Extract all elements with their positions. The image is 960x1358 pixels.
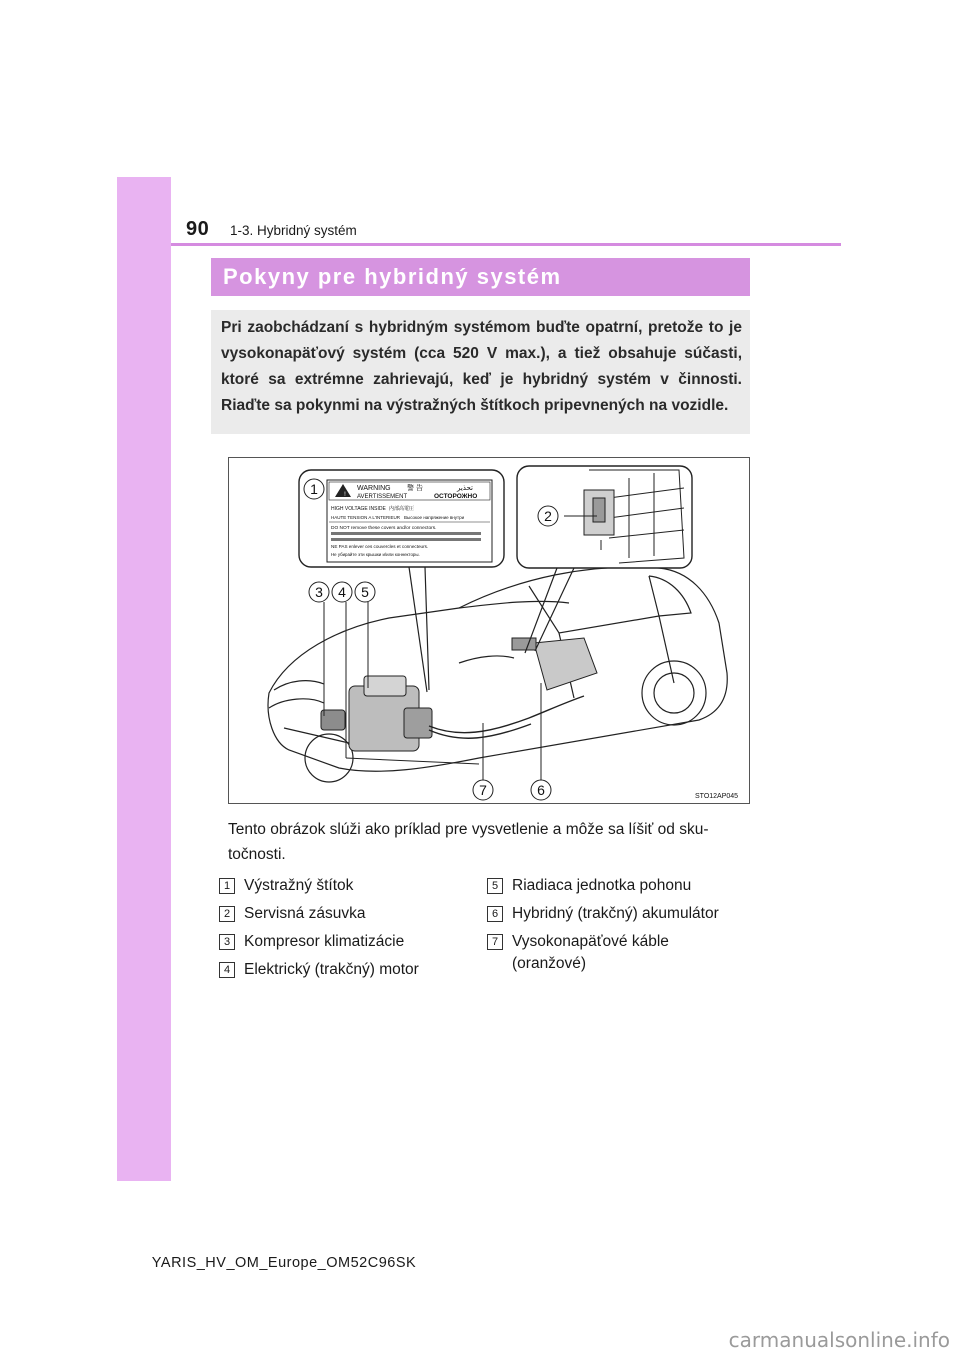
label-ne-ubirayte: Не убирайте эти крышки и/или коннекторы. (331, 552, 420, 557)
label-ostorozhno: ОСТОРОЖНО (434, 493, 478, 500)
legend-item-5 (487, 875, 691, 897)
legend-number: 6 (487, 906, 503, 922)
legend-item-7 (487, 931, 717, 975)
legend-number: 1 (219, 878, 235, 894)
legend-item-1 (219, 875, 353, 897)
figure-code: STO12AP045 (695, 793, 739, 800)
legend-text: Riadiaca jednotka pohonu (512, 877, 692, 894)
legend-number: 2 (219, 906, 235, 922)
label-kanji: 警 告 (407, 485, 423, 492)
intro-text: Pri zaobchádzaní s hybridným systémom buďte opatrní, pretože to je vysokonapäťový systém (cca 520 V max.), a tiež obsahuje súčasti, ktoré sa extrémne zahrievajú, keď je hybridný systém v činnosti. Riaďte sa pokynmi na výstražných štítkoch pripevnených na vozidle. (221, 319, 742, 414)
chapter-side-tab (117, 177, 171, 1181)
page-title-bar (211, 258, 750, 296)
label-hv-french: HAUTE TENSION A L'INTERIEUR (331, 515, 401, 520)
legend-text: Vysokonapäťové káble (oranžové) (512, 933, 669, 972)
footer-code: YARIS_HV_OM_Europe_OM52C96SK (151, 1255, 417, 1271)
vehicle-illustration (229, 458, 749, 803)
svg-text:!: ! (344, 492, 346, 498)
legend-number: 5 (487, 878, 503, 894)
legend-text: Elektrický (trakčný) motor (244, 961, 419, 978)
watermark: carmanualsonline.info (728, 1328, 950, 1352)
legend-text: Servisná zásuvka (244, 905, 366, 922)
legend-item-2 (219, 903, 365, 925)
callout-1: 1 (310, 481, 318, 497)
figure-caption: Tento obrázok slúži ako príklad pre vysvetlenie a môže sa líšiť od skutočnosti. (228, 821, 709, 863)
page-number: 90 (186, 218, 210, 240)
legend-text: Hybridný (trakčný) akumulátor (512, 905, 719, 922)
section-title: 1-3. Hybridný systém (230, 223, 357, 238)
legend-item-3 (219, 931, 404, 953)
callout-4: 4 (338, 584, 346, 600)
label-do-not: DO NOT remove these covers and/or connectors. (331, 526, 437, 531)
header-rule (171, 243, 841, 246)
callout-5: 5 (361, 584, 369, 600)
page-title: Pokyny pre hybridný systém (223, 264, 562, 289)
legend-item-6 (487, 903, 719, 925)
label-avertissement: AVERTISSEMENT (357, 494, 408, 500)
callout-7: 7 (479, 782, 487, 798)
footer (0, 1255, 960, 1271)
legend-number: 3 (219, 934, 235, 950)
label-ne-pas: NE PAS enlever ces couvercles et connecteurs. (331, 544, 429, 549)
legend-item-4 (219, 959, 419, 981)
intro-box (211, 310, 750, 434)
label-warning: WARNING (357, 485, 391, 492)
label-arabic: تحذير (457, 485, 473, 492)
callout-2: 2 (544, 508, 552, 524)
label-hv-inside: HIGH VOLTAGE INSIDE (331, 506, 386, 512)
vehicle-figure (228, 457, 750, 804)
callout-3: 3 (315, 584, 323, 600)
legend-text: Kompresor klimatizácie (244, 933, 405, 950)
label-hv-kanji: 内部高電圧 (389, 506, 415, 512)
legend-text: Výstražný štítok (244, 877, 354, 894)
callout-6: 6 (537, 782, 545, 798)
label-hv-russian: Высокое напряжение внутри (404, 515, 465, 520)
legend-number: 7 (487, 934, 503, 950)
legend-number: 4 (219, 962, 235, 978)
